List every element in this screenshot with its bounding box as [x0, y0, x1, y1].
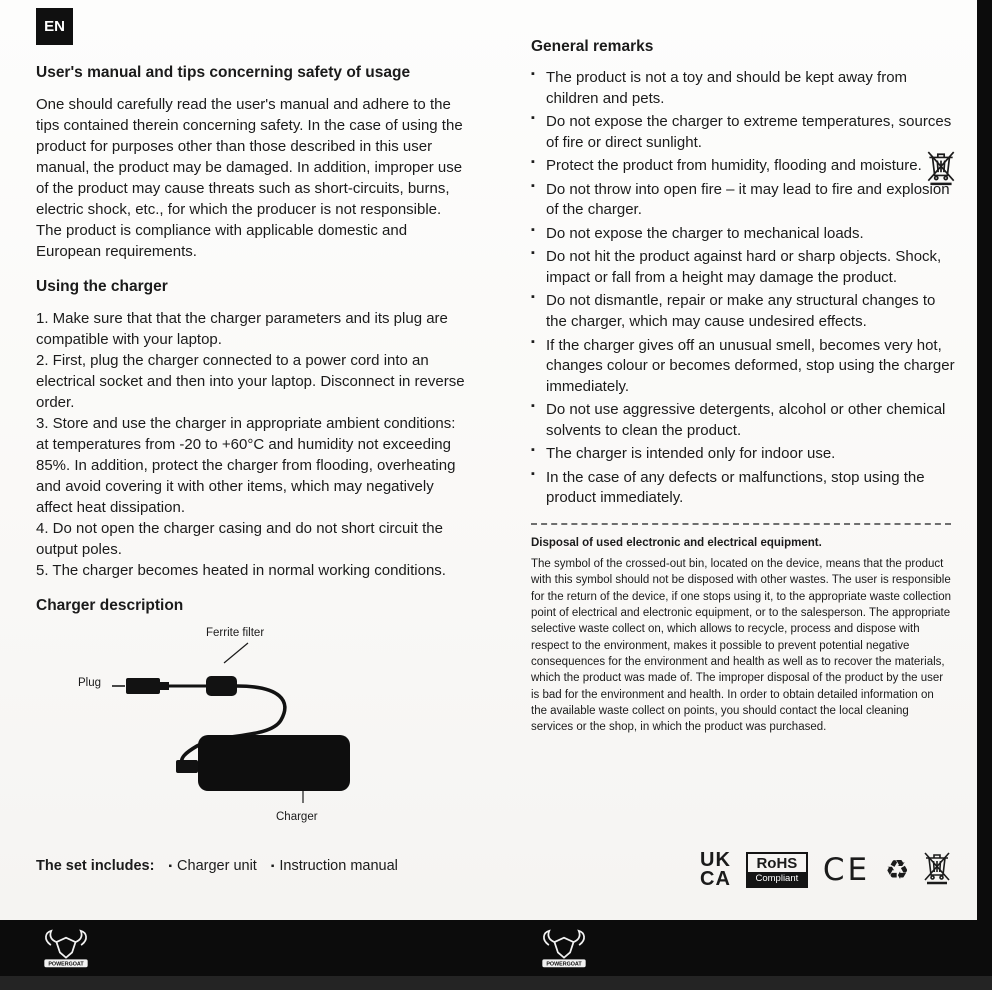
general-remark-item: ▪ Do not expose the charger to extreme temperatures, sources of fire or direct sunlight.	[531, 112, 959, 153]
page-edge-strip	[977, 0, 992, 990]
using-step: 3. Store and use the charger in appropriate ambient conditions: at temperatures from -20 to +60°C and humidity not exceeding 85%. In addition, protect the charger from flooding, overheating and avoid covering it with other items, which may negatively affect heat dissipation.	[36, 415, 456, 516]
footer-band	[0, 920, 992, 976]
ferrite-filter-label: Ferrite filter	[206, 627, 265, 639]
set-includes-item: ▪ Charger unit	[168, 858, 257, 874]
general-remark-item: ▪ The product is not a toy and should be kept away from children and pets.	[531, 68, 959, 109]
weee-crossed-bin-icon	[927, 150, 955, 191]
using-section-title: Using the charger	[36, 278, 168, 295]
description-section-title: Charger description	[36, 597, 184, 614]
plug-label: Plug	[78, 677, 102, 689]
svg-text:POWERGOAT: POWERGOAT	[546, 961, 582, 968]
square-bullet-icon: ▪	[168, 861, 173, 872]
safety-section-title: User's manual and tips concerning safety of usage	[36, 64, 411, 81]
general-remark-item: ▪ Do not hit the product against hard or sharp objects. Shock, impact or fall from a height may damage the product.	[531, 247, 959, 288]
general-remark-item: ▪ Do not dismantle, repair or make any structural changes to the charger, which may cause undesired effects.	[531, 291, 959, 332]
general-remark-item: ▪ Do not use aggressive detergents, alcohol or other chemical solvents to clean the product.	[531, 400, 959, 441]
using-step: 1. Make sure that that the charger parameters and its plug are compatible with your laptop.	[36, 310, 448, 348]
safety-section-body: One should carefully read the user's manual and adhere to the tips contained therein concerning safety. In the case of using the product for purposes other than those described in this user manual, the product may be damaged. In addition, improper use of the product may cause threats such as short-circuits, burns, electric shock, etc., for which the producer is not responsible. The product is compliance with applicable domestic and European requirements.	[36, 96, 463, 260]
charger-label: Charger	[276, 811, 318, 823]
weee-crossed-bin-icon	[924, 851, 950, 890]
using-step: 4. Do not open the charger casing and do not short circuit the output poles.	[36, 520, 443, 558]
square-bullet-icon: ▪	[270, 861, 275, 872]
general-remarks-title: General remarks	[531, 38, 654, 55]
rohs-mark: RoHS Compliant	[746, 852, 808, 888]
using-step: 5. The charger becomes heated in normal working conditions.	[36, 562, 446, 579]
disposal-body: The symbol of the crossed-out bin, located on the device, means that the product with this symbol should not be disposed with other wastes. The user is responsible for the return of the device, if one stops using it, to the appropriate waste collection point of electrical and electronic equipment, or to the salesperson. The appropriate selective waste collect on, which allows to recycle, process and dispose with respect to the environment, makes it possible to prevent potential negative consequences for the environment and health as well as to recover the materials, which the product was made of. The improper disposal of the product by the user is bad for the environment and health. In order to obtain detailed information on the available waste collect on points, you should contact the local cleaning services or the shop, in which the product was purchased.	[531, 557, 951, 734]
svg-text:POWERGOAT: POWERGOAT	[48, 961, 84, 968]
general-remark-item: ▪ In the case of any defects or malfunctions, stop using the product immediately.	[531, 468, 959, 509]
ce-mark: CE	[822, 852, 871, 888]
footer-lower-strip	[0, 976, 992, 990]
set-includes-item: ▪ Instruction manual	[270, 858, 398, 874]
powergoat-logo	[40, 926, 92, 972]
charger-diagram	[78, 627, 438, 823]
set-includes-row	[36, 858, 476, 874]
certification-marks-row	[700, 846, 960, 894]
using-step: 2. First, plug the charger connected to a power cord into an electrical socket and then into your laptop. Disconnect in reverse order.	[36, 352, 465, 411]
general-remark-item: ▪ If the charger gives off an unusual smell, becomes very hot, changes colour or becomes deformed, stop using the charger immediately.	[531, 336, 959, 398]
general-remark-item: ▪ Do not throw into open fire – it may lead to fire and explosion of the charger.	[531, 180, 959, 221]
general-remarks-list	[531, 68, 959, 509]
general-remark-item: ▪ Do not expose the charger to mechanical loads.	[531, 224, 959, 245]
left-column	[36, 64, 468, 837]
ukca-mark: UK CA	[700, 849, 731, 890]
general-remark-item: ▪ Protect the product from humidity, flooding and moisture.	[531, 156, 959, 177]
language-badge: EN	[36, 8, 73, 45]
general-remark-item: ▪ The charger is intended only for indoor use.	[531, 444, 959, 465]
right-column	[531, 38, 959, 736]
set-includes-label: The set includes:	[36, 858, 155, 874]
powergoat-logo	[538, 926, 590, 972]
disposal-title: Disposal of used electronic and electrical equipment.	[531, 536, 822, 549]
dashed-divider	[531, 523, 951, 525]
charger-illustration	[78, 639, 438, 819]
recycling-icon: ♻	[885, 854, 910, 885]
